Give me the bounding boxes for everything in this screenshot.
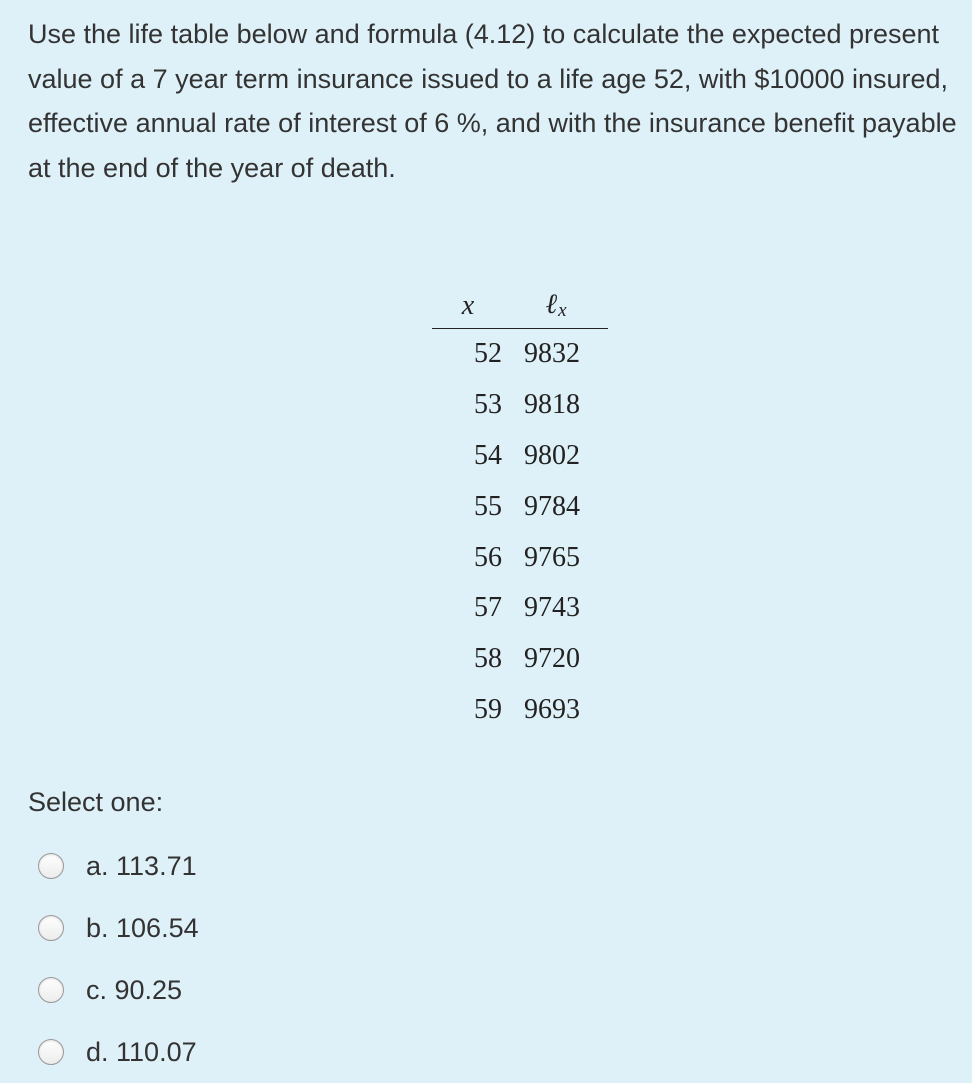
table-row [432,685,608,736]
option-a[interactable] [38,835,199,897]
lx-cell: 9832 [524,338,580,370]
radio-button[interactable] [38,1039,64,1065]
question-text: Use the life table below and formula (4.12) to calculate the expected present value of a 7 year term insurance issued to a life age 52, with $10000 insured, effective annual rate of interest of 6 %, and with the insurance benefit payable at the end of the year of death. [28,19,957,183]
radio-button[interactable] [38,977,64,1003]
option-d[interactable] [38,1021,199,1083]
lx-cell: 9802 [524,439,580,471]
table-row [432,634,608,685]
age-cell: 58 [474,643,502,675]
lx-cell: 9720 [524,643,580,675]
option-label[interactable]: d. 110.07 [86,1037,197,1067]
age-cell: 55 [474,490,502,522]
select-one-label: Select one: [28,787,164,817]
lx-cell: 9693 [524,693,580,725]
header-l-symbol: ℓ [545,289,558,320]
radio-button[interactable] [38,853,64,879]
lx-cell: 9818 [524,389,580,421]
age-cell: 59 [474,693,502,725]
option-label[interactable]: a. 113.71 [86,851,197,881]
header-l-subscript: x [558,300,567,321]
age-cell: 52 [474,338,502,370]
table-row [432,532,608,583]
lx-cell: 9765 [524,541,580,573]
age-cell: 54 [474,439,502,471]
age-cell: 56 [474,541,502,573]
option-label[interactable]: b. 106.54 [86,913,199,943]
option-label[interactable]: c. 90.25 [86,975,183,1005]
answer-options [38,835,199,1083]
life-table-header [432,288,608,329]
option-c[interactable] [38,959,199,1021]
age-cell: 57 [474,592,502,624]
radio-button[interactable] [38,915,64,941]
age-cell: 53 [474,389,502,421]
life-table [432,288,608,735]
option-b[interactable] [38,897,199,959]
table-row [432,380,608,431]
table-row [432,431,608,482]
table-row [432,329,608,380]
lx-cell: 9743 [524,592,580,624]
header-age-x: x [461,290,475,321]
table-row [432,583,608,634]
header-lx [504,289,608,328]
table-row [432,481,608,532]
lx-cell: 9784 [524,490,580,522]
